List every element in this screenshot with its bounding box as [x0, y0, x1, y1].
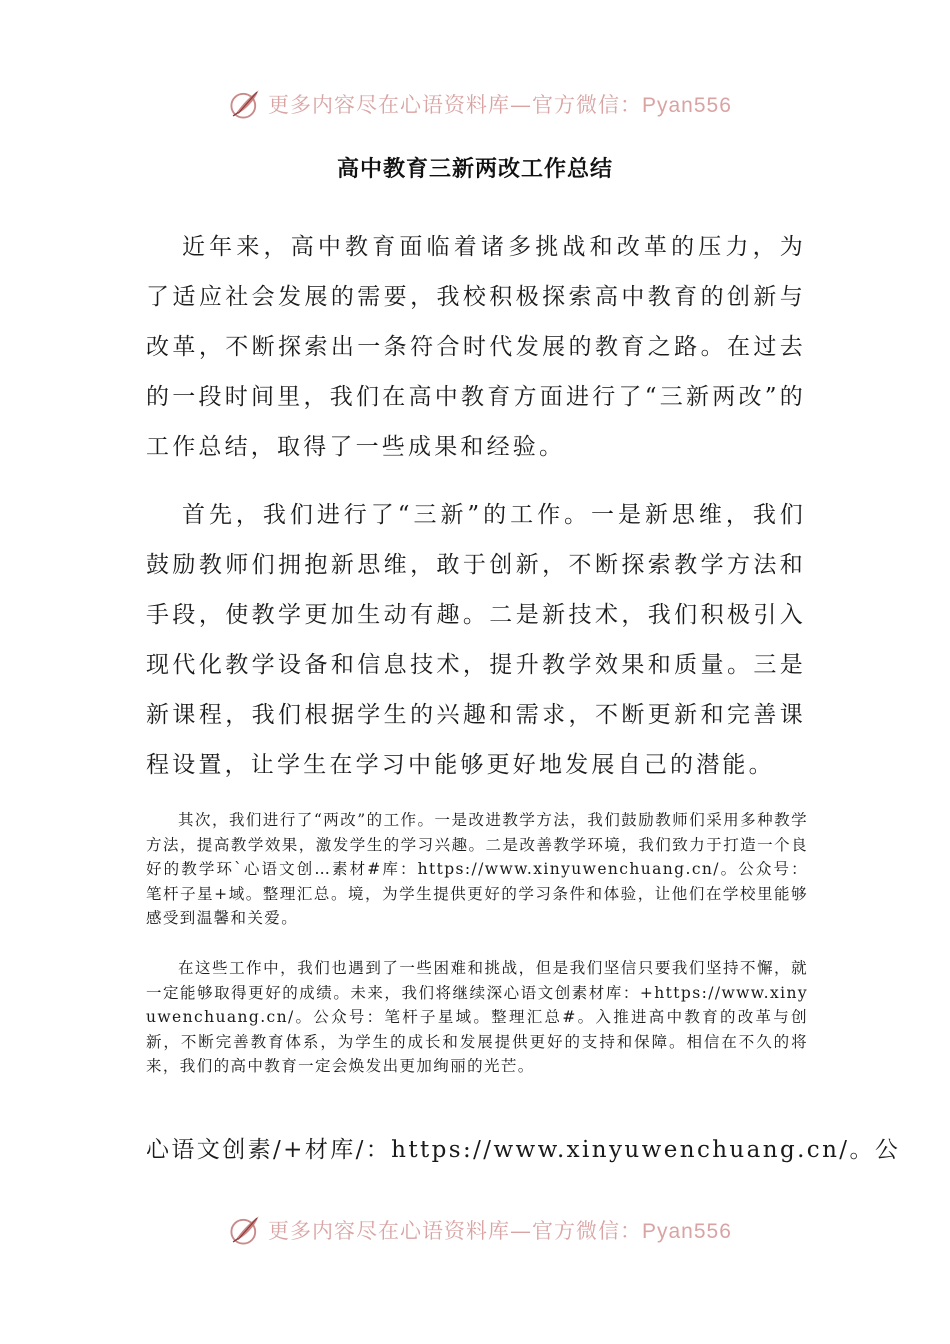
paragraph-two-reforms: 其次，我们进行了“两改”的工作。一是改进教学方法，我们鼓励教师们采用多种教学方法，提高教学效果，激发学生的学习兴趣。二是改善教学环境，我们致力于打造一个良好的教学环`心语文创…素材#库：https://www.xinyuwenchuang.cn/。公众号：笔杆子星+域。整理汇总。境，为学生提供更好的学习条件和体验，让他们在学校里能够感受到温馨和关爱。	[146, 811, 808, 928]
footer-wechat-id: Pyan556	[642, 1220, 732, 1243]
paragraph-tail: 心语文创素/+材库/：https://www.xinyuwenchuang.cn/。公	[146, 1137, 901, 1163]
footer-banner	[228, 1212, 732, 1248]
page-title: 高中教育三新两改工作总结	[336, 157, 613, 182]
footer-banner-text: 更多内容尽在心语资料库—官方微信：Pyan556	[268, 1219, 732, 1243]
paragraph-intro: 近年来，高中教育面临着诸多挑战和改革的压力，为了适应社会发展的需要，我校积极探索高中教育的创新与改革，不断探索出一条符合时代发展的教育之路。在过去的一段时间里，我们在高中教育方面进行了“三新两改”的工作总结，取得了一些成果和经验。	[146, 234, 806, 460]
paragraph-outlook: 在这些工作中，我们也遇到了一些困难和挑战，但是我们坚信只要我们坚持不懈，就一定能够取得更好的成绩。未来，我们将继续深心语文创素材库：+https://www.xinyuwenchuang.cn/。公众号：笔杆子星域。整理汇总#。入推进高中教育的改革与创新，不断完善教育体系，为学生的成长和发展提供更好的支持和保障。相信在不久的将来，我们的高中教育一定会焕发出更加绚丽的光芒。	[146, 959, 808, 1076]
feather-pen-icon	[228, 1213, 262, 1247]
header-banner-text: 更多内容尽在心语资料库—官方微信：Pyan556	[268, 93, 732, 117]
feather-pen-icon	[228, 87, 262, 121]
paragraph-three-new: 首先，我们进行了“三新”的工作。一是新思维，我们鼓励教师们拥抱新思维，敢于创新，不断探索教学方法和手段，使教学更加生动有趣。二是新技术，我们积极引入现代化教学设备和信息技术，提升教学效果和质量。三是新课程，我们根据学生的兴趣和需求，不断更新和完善课程设置，让学生在学习中能够更好地发展自己的潜能。	[146, 502, 806, 778]
header-wechat-id: Pyan556	[642, 94, 732, 117]
header-banner	[228, 86, 732, 122]
